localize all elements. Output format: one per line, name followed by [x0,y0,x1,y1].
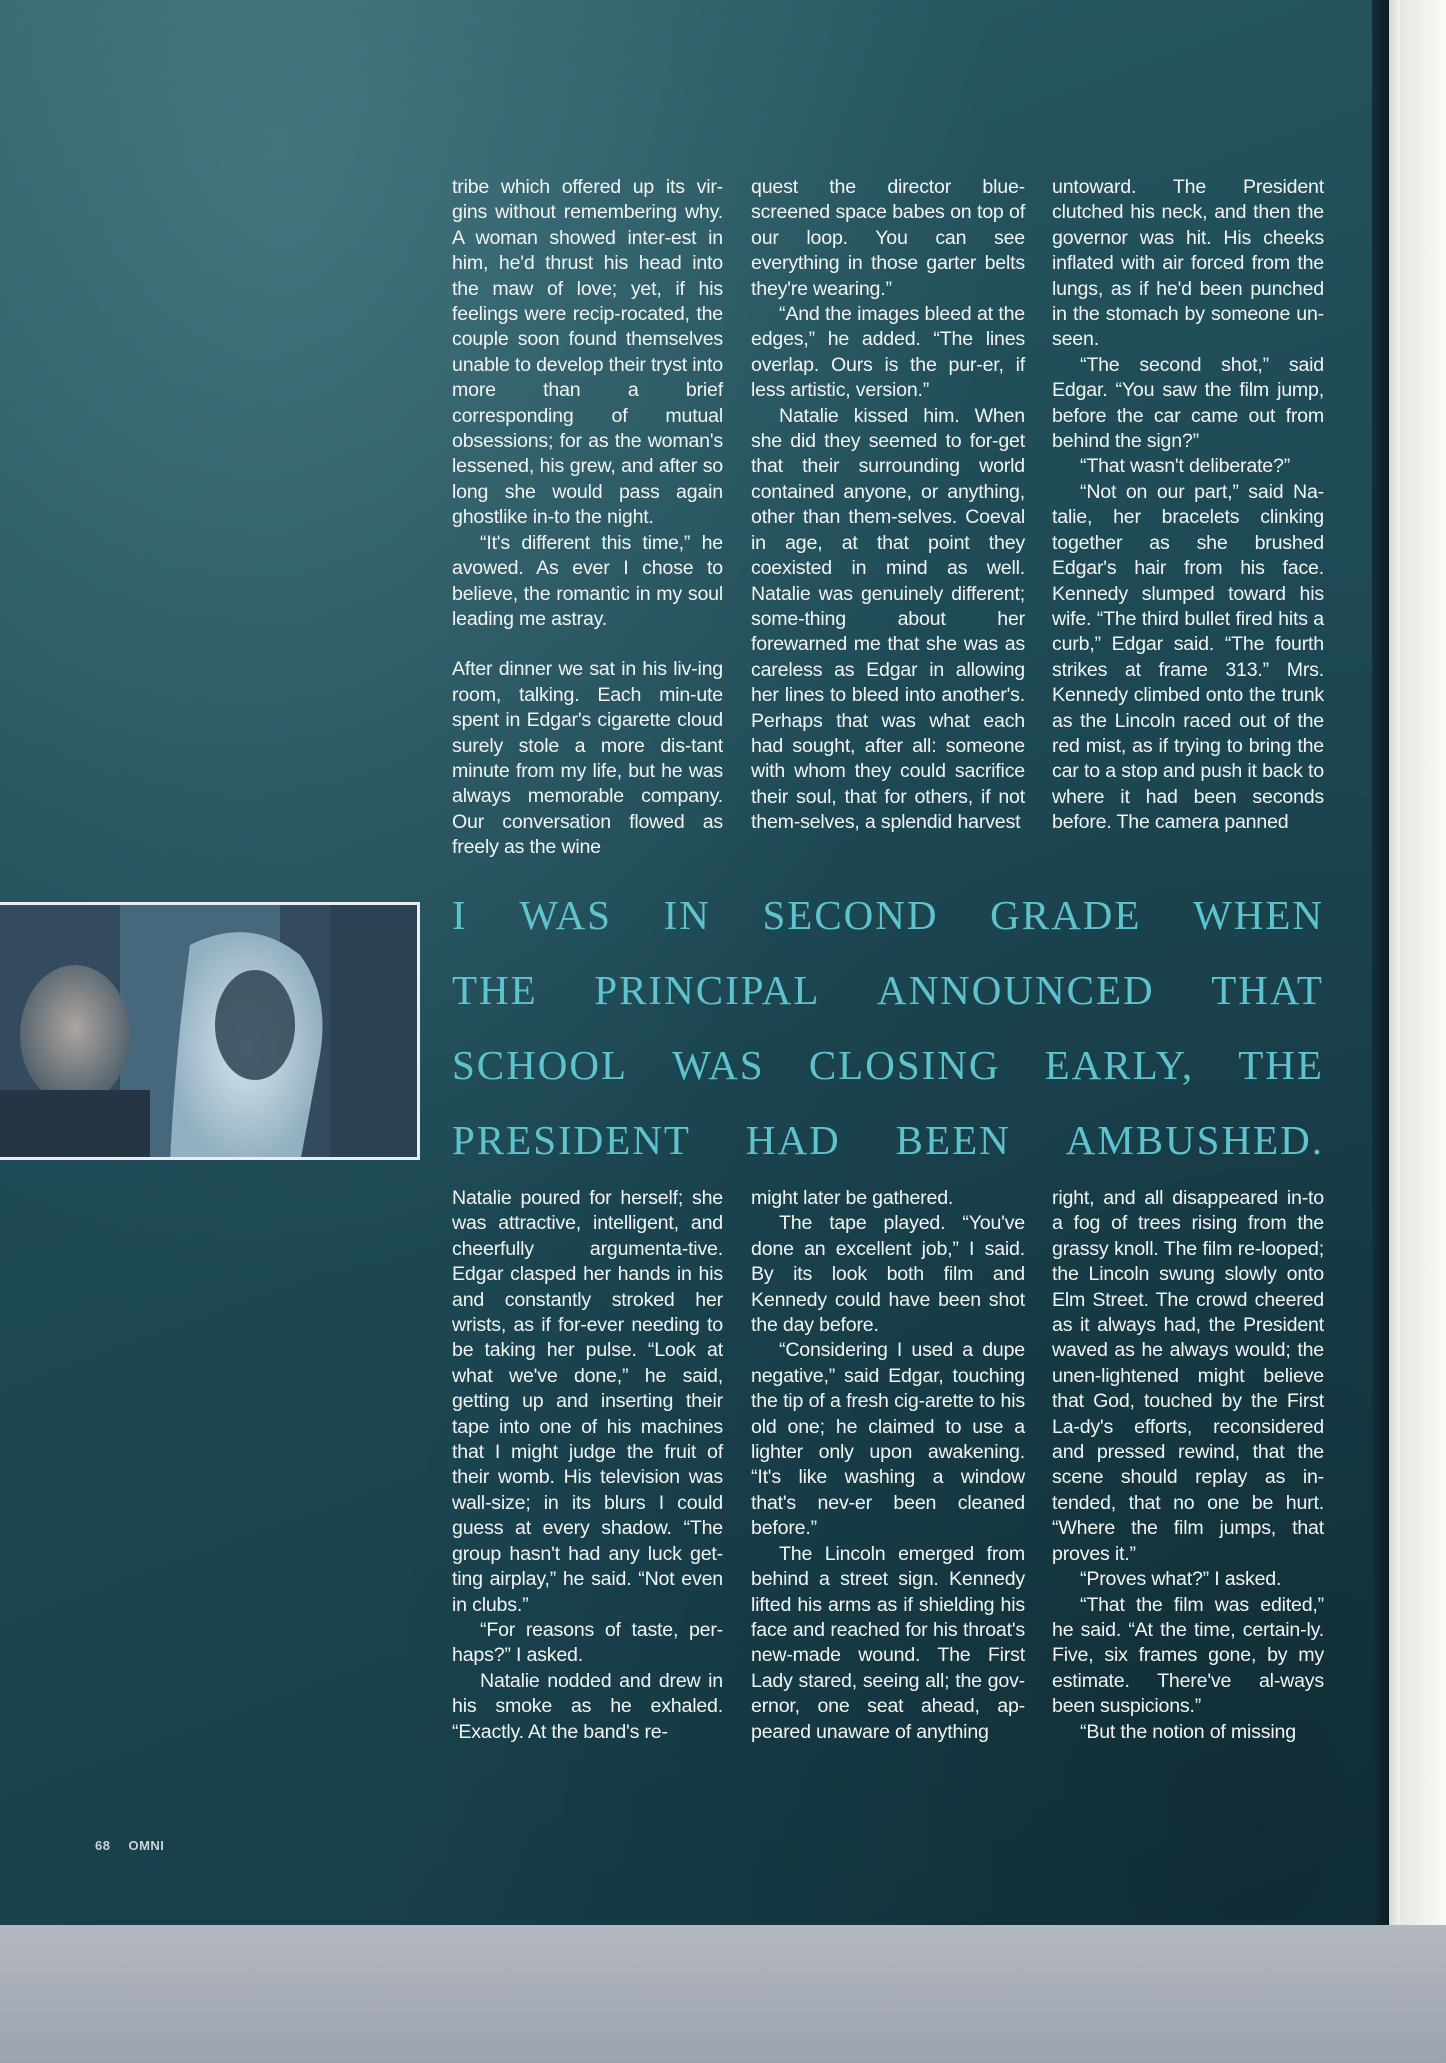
magazine-name: OMNI [128,1838,165,1853]
film-still-illustration [0,905,420,1160]
pull-quote-word: GRADE [990,892,1142,938]
page-number: 68 [95,1838,111,1853]
pull-quote-line-1 [452,885,1324,945]
pull-quote-word: PRINCIPAL [594,967,821,1013]
paragraph: “It's different this time,” he avowed. As ever I chose to believe, the romantic in my soul leading me astray. [452,531,723,630]
pull-quote-word: EARLY, [1044,1042,1195,1088]
scanner-background [0,1925,1446,2063]
pull-quote-word: WAS [519,892,612,938]
paragraph: “That wasn't deliberate?” [1080,455,1291,478]
page-folio [95,1838,182,1853]
pull-quote-word: WAS [672,1042,765,1088]
paragraph: “Not on our part,” said Na-talie, her bracelets clinking together as she brushed Edgar's hair from his face. Kennedy slumped toward his wife. “The third bullet fired hits a curb,” Edgar said. “The fourth strikes at frame 313.” Mrs. Kennedy climbed onto the trunk as the Lincoln raced out of the red mist, as if trying to bring the car to a stop and push it back to where it had been seconds before. The camera panned [1052,480,1324,834]
pull-quote-word: PRESIDENT [452,1117,691,1163]
pull-quote-line-2 [452,960,1324,1020]
article-column-1-bottom [452,1186,723,1745]
paragraph: “For reasons of taste, per-haps?” I asked. [452,1618,723,1667]
pull-quote-word: WHEN [1193,892,1324,938]
paragraph: right, and all disappeared in-to a fog of trees rising from the grassy knoll. The film re-looped; the Lincoln swung slowly onto Elm Street. The crowd cheered as it always had, the President waved as he always would; the unen-lightened might believe that God, touched by the First La-dy's efforts, reconsidered and pressed rewind, that the scene should replay as in-tended, that no one be hurt. “Where the film jumps, that proves it.” [1052,1187,1324,1565]
pull-quote-word: AMBUSHED. [1065,1117,1324,1163]
pull-quote-line-3 [452,1035,1324,1095]
paragraph: The Lincoln emerged from behind a street sign. Kennedy lifted his arms as if shielding his face and reached for his throat's new-made wound. The First Lady stared, seeing all; the gov-ernor, one seat ahead, ap-peared unaware of anything [751,1542,1025,1743]
paragraph: Natalie poured for herself; she was attractive, intelligent, and cheerfully argumenta-tive. Edgar clasped her hands in his and constantly stroked her wrists, as if for-ever needing to be taking her pulse. “Look at what we've done,” he said, getting up and inserting their tape into one of his machines that I might judge the fruit of their womb. His television was wall-size; in its blurs I could guess at every shadow. “The group hasn't had any luck get-ting airplay,” he said. “Not even in clubs.” [452,1187,723,1616]
pull-quote-word: ANNOUNCED [876,967,1155,1013]
paragraph: “But the notion of missing [1080,1720,1296,1743]
paragraph: untoward. The President clutched his neck, and then the governor was hit. His cheeks inflated with air forced from the lungs, as if he'd been punched in the stomach by someone un-seen. [1052,176,1324,351]
film-still-photo [0,902,420,1160]
pull-quote-word: HAD [745,1117,841,1163]
article-column-3-top [1052,175,1324,836]
pull-quote-word: THAT [1211,967,1324,1013]
paragraph: After dinner we sat in his liv-ing room, talking. Each min-ute spent in Edgar's cigarette cloud surely stole a more dis-tant minute from my life, but he was always memorable company. Our conversation flowed as freely as the wine [452,658,723,859]
article-column-3-bottom [1052,1186,1324,1745]
paragraph: “Considering I used a dupe negative,” said Edgar, touching the tip of a fresh cig-arette to his old one; he claimed to use a lighter only upon awakening. “It's like washing a window that's nev-er been cleaned before.” [751,1339,1025,1540]
adjacent-page-edge [1400,0,1446,1925]
paragraph: “And the images bleed at the edges,” he added. “The lines overlap. Ours is the pur-er, if less artistic, version.” [751,303,1025,402]
article-column-1-top [452,175,723,861]
pull-quote-word: I [452,892,468,938]
paragraph: The tape played. “You've done an excellent job,” I said. By its look both film and Kennedy could have been shot the day before. [751,1212,1025,1337]
paragraph: “Proves what?” I asked. [1080,1568,1282,1591]
paragraph: “The second shot,” said Edgar. “You saw the film jump, before the car came out from behind the sign?” [1052,353,1324,453]
paragraph: tribe which offered up its vir-gins without remembering why. A woman showed inter-est in him, he'd thrust his head into the maw of love; yet, if his feelings were recip-rocated, the couple soon found themselves unable to develop their tryst into more than a brief corresponding of mutual obsessions; for as the woman's lessened, his grew, and after so long she would pass again ghostlike in-to the night. [452,176,723,529]
article-column-2-bottom [751,1186,1025,1745]
paragraph: Natalie kissed him. When she did they seemed to for-get that their surrounding world contained anyone, or anything, other than them-selves. Coeval in age, at that point they coexisted in mind as well. Natalie was genuinely different; some-thing about her forewarned me that she was as careless as Edgar in allowing her lines to bleed into another's. Perhaps that was what each had sought, after all: someone with whom they could sacrifice their soul, that for others, if not them-selves, a splendid harvest [751,404,1025,834]
pull-quote-word: THE [1238,1042,1324,1088]
pull-quote-word: CLOSING [808,1042,1001,1088]
pull-quote-word: THE [452,967,538,1013]
pull-quote-word: BEEN [895,1117,1011,1163]
pull-quote-word: IN [663,892,711,938]
paragraph: might later be gathered. [751,1187,954,1209]
paragraph: quest the director blue-screened space babes on top of our loop. You can see everything in those garter belts they're wearing.” [751,176,1025,300]
pull-quote-line-4 [452,1110,1324,1170]
page-spine-shadow [1372,0,1400,1925]
paragraph: “That the film was edited,” he said. “At the time, certain-ly. Five, six frames gone, by my estimate. There've al-ways been suspicions.” [1052,1593,1324,1718]
paragraph: Natalie nodded and drew in his smoke as he exhaled. “Exactly. At the band's re- [452,1669,723,1743]
pull-quote-word: SCHOOL [452,1042,629,1088]
pull-quote-word: SECOND [762,892,939,938]
article-column-2-top [751,175,1025,836]
